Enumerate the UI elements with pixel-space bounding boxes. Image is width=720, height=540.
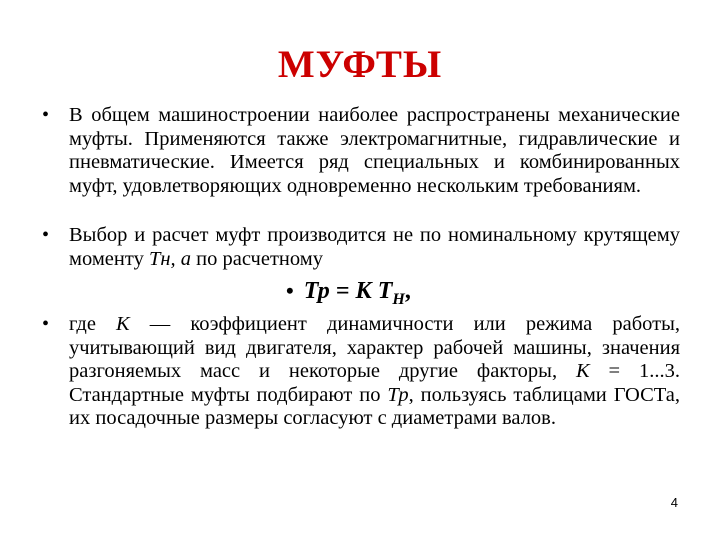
formula-subscript: Н <box>392 290 405 308</box>
bullet-item-1 <box>42 104 680 198</box>
bullet-item-2 <box>42 224 680 271</box>
bullet-2-var-tn: Тн, а <box>148 247 192 270</box>
bullet-marker: • <box>42 313 50 335</box>
bullet-marker: • <box>42 224 50 246</box>
formula-bullet: • <box>286 278 294 303</box>
bullet-text-3 <box>69 313 680 431</box>
bullet-3-var-k: К <box>116 313 130 335</box>
bullet-3-var-k-2: К <box>576 360 590 383</box>
bullet-3-var-tp: Тр <box>387 383 409 406</box>
bullet-2-text-post: по расчетному <box>191 247 323 270</box>
bullet-text-1: В общем машиностроении наиболее распространены механические муфты. Применяются также электромагнитные, гидравлические и пневматические. Имеется ряд специальных и комбинированных муфт, удовлетворяющих одновременно нескольким требованиям. <box>69 104 680 197</box>
page-number: 4 <box>670 495 678 510</box>
formula-tail: , <box>404 278 411 304</box>
bullet-3-part-4: , пользуясь таблицами ГОСТа, их посадочные размеры согласуют с диаметрами валов. <box>69 383 680 430</box>
formula-expression: Тр = К Т <box>303 278 393 304</box>
bullet-text-2 <box>69 224 680 271</box>
bullet-3-part-2: — коэффициент динамичности или режима работы, учитывающий вид двигателя, характер рабочей машины, значения разгоняемых масс и некоторые другие факторы, <box>69 313 680 383</box>
bullet-2-text-pre: Выбор и расчет муфт производится не по номинальному крутящему моменту <box>69 224 680 270</box>
bullet-marker: • <box>42 104 50 126</box>
bullet-3-part-1: где <box>69 313 117 335</box>
bullet-item-3 <box>42 313 680 431</box>
slide-title: МУФТЫ <box>277 43 443 86</box>
formula-line <box>286 278 411 309</box>
bullet-3-part-3: = 1...3. Стандартные муфты подбирают по <box>69 360 681 406</box>
